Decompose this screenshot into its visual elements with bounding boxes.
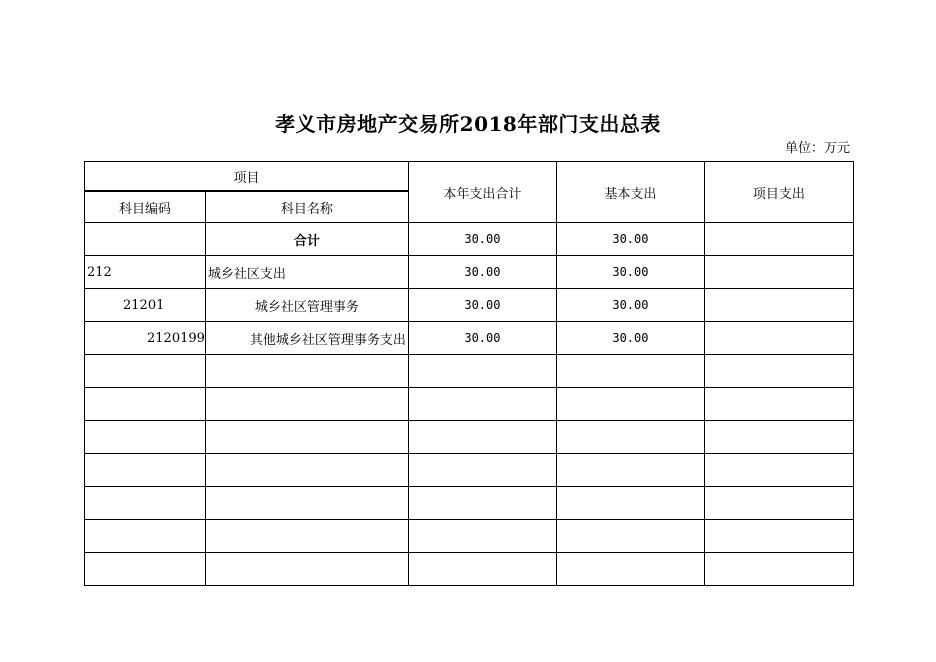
empty-cell xyxy=(85,355,206,388)
header-row-1 xyxy=(85,162,854,192)
row-basic: 30.00 xyxy=(556,289,704,322)
empty-cell xyxy=(408,553,556,586)
empty-cell xyxy=(408,355,556,388)
empty-cell xyxy=(205,388,408,421)
empty-cell xyxy=(704,553,853,586)
row-total: 30.00 xyxy=(408,256,556,289)
empty-cell xyxy=(408,520,556,553)
empty-cell xyxy=(205,553,408,586)
empty-row xyxy=(85,355,854,388)
empty-cell xyxy=(556,487,704,520)
header-total: 本年支出合计 xyxy=(408,162,556,223)
empty-cell xyxy=(205,487,408,520)
empty-cell xyxy=(85,520,206,553)
empty-cell xyxy=(704,520,853,553)
empty-cell xyxy=(408,388,556,421)
empty-cell xyxy=(408,454,556,487)
empty-cell xyxy=(205,520,408,553)
empty-cell xyxy=(556,454,704,487)
empty-cell xyxy=(85,487,206,520)
header-code: 科目编码 xyxy=(85,191,206,223)
empty-cell xyxy=(205,421,408,454)
row-basic: 30.00 xyxy=(556,322,704,355)
empty-cell xyxy=(205,454,408,487)
header-project: 项目 xyxy=(85,162,409,192)
row-total: 30.00 xyxy=(408,223,556,256)
row-code xyxy=(85,223,206,256)
row-basic: 30.00 xyxy=(556,256,704,289)
empty-row xyxy=(85,553,854,586)
empty-row xyxy=(85,520,854,553)
empty-cell xyxy=(704,388,853,421)
table-row xyxy=(85,256,854,289)
empty-cell xyxy=(704,487,853,520)
row-basic: 30.00 xyxy=(556,223,704,256)
row-name: 其他城乡社区管理事务支出 xyxy=(205,322,408,355)
row-name: 合计 xyxy=(205,223,408,256)
row-name: 城乡社区管理事务 xyxy=(205,289,408,322)
empty-cell xyxy=(85,454,206,487)
table-row xyxy=(85,289,854,322)
empty-cell xyxy=(85,421,206,454)
row-code: 2120199 xyxy=(85,322,206,355)
empty-cell xyxy=(556,388,704,421)
empty-cell xyxy=(556,520,704,553)
row-code: 21201 xyxy=(85,289,206,322)
row-item xyxy=(704,322,853,355)
table-row-total xyxy=(85,223,854,256)
row-item xyxy=(704,256,853,289)
empty-row xyxy=(85,388,854,421)
empty-cell xyxy=(704,421,853,454)
empty-cell xyxy=(556,421,704,454)
header-basic: 基本支出 xyxy=(556,162,704,223)
empty-cell xyxy=(704,355,853,388)
empty-cell xyxy=(408,487,556,520)
empty-cell xyxy=(205,355,408,388)
row-name: 城乡社区支出 xyxy=(205,256,408,289)
row-total: 30.00 xyxy=(408,322,556,355)
empty-cell xyxy=(85,553,206,586)
table-title: 孝义市房地产交易所2018年部门支出总表 xyxy=(275,112,661,136)
row-code: 212 xyxy=(85,256,206,289)
empty-row xyxy=(85,454,854,487)
row-total: 30.00 xyxy=(408,289,556,322)
expenditure-table xyxy=(84,161,854,586)
empty-cell xyxy=(556,553,704,586)
empty-row xyxy=(85,421,854,454)
header-item: 项目支出 xyxy=(704,162,853,223)
table-row xyxy=(85,322,854,355)
empty-cell xyxy=(704,454,853,487)
empty-cell xyxy=(556,355,704,388)
row-item xyxy=(704,289,853,322)
empty-cell xyxy=(85,388,206,421)
empty-row xyxy=(85,487,854,520)
unit-label: 单位：万元 xyxy=(784,141,850,156)
header-name: 科目名称 xyxy=(205,191,408,223)
row-item xyxy=(704,223,853,256)
empty-cell xyxy=(408,421,556,454)
